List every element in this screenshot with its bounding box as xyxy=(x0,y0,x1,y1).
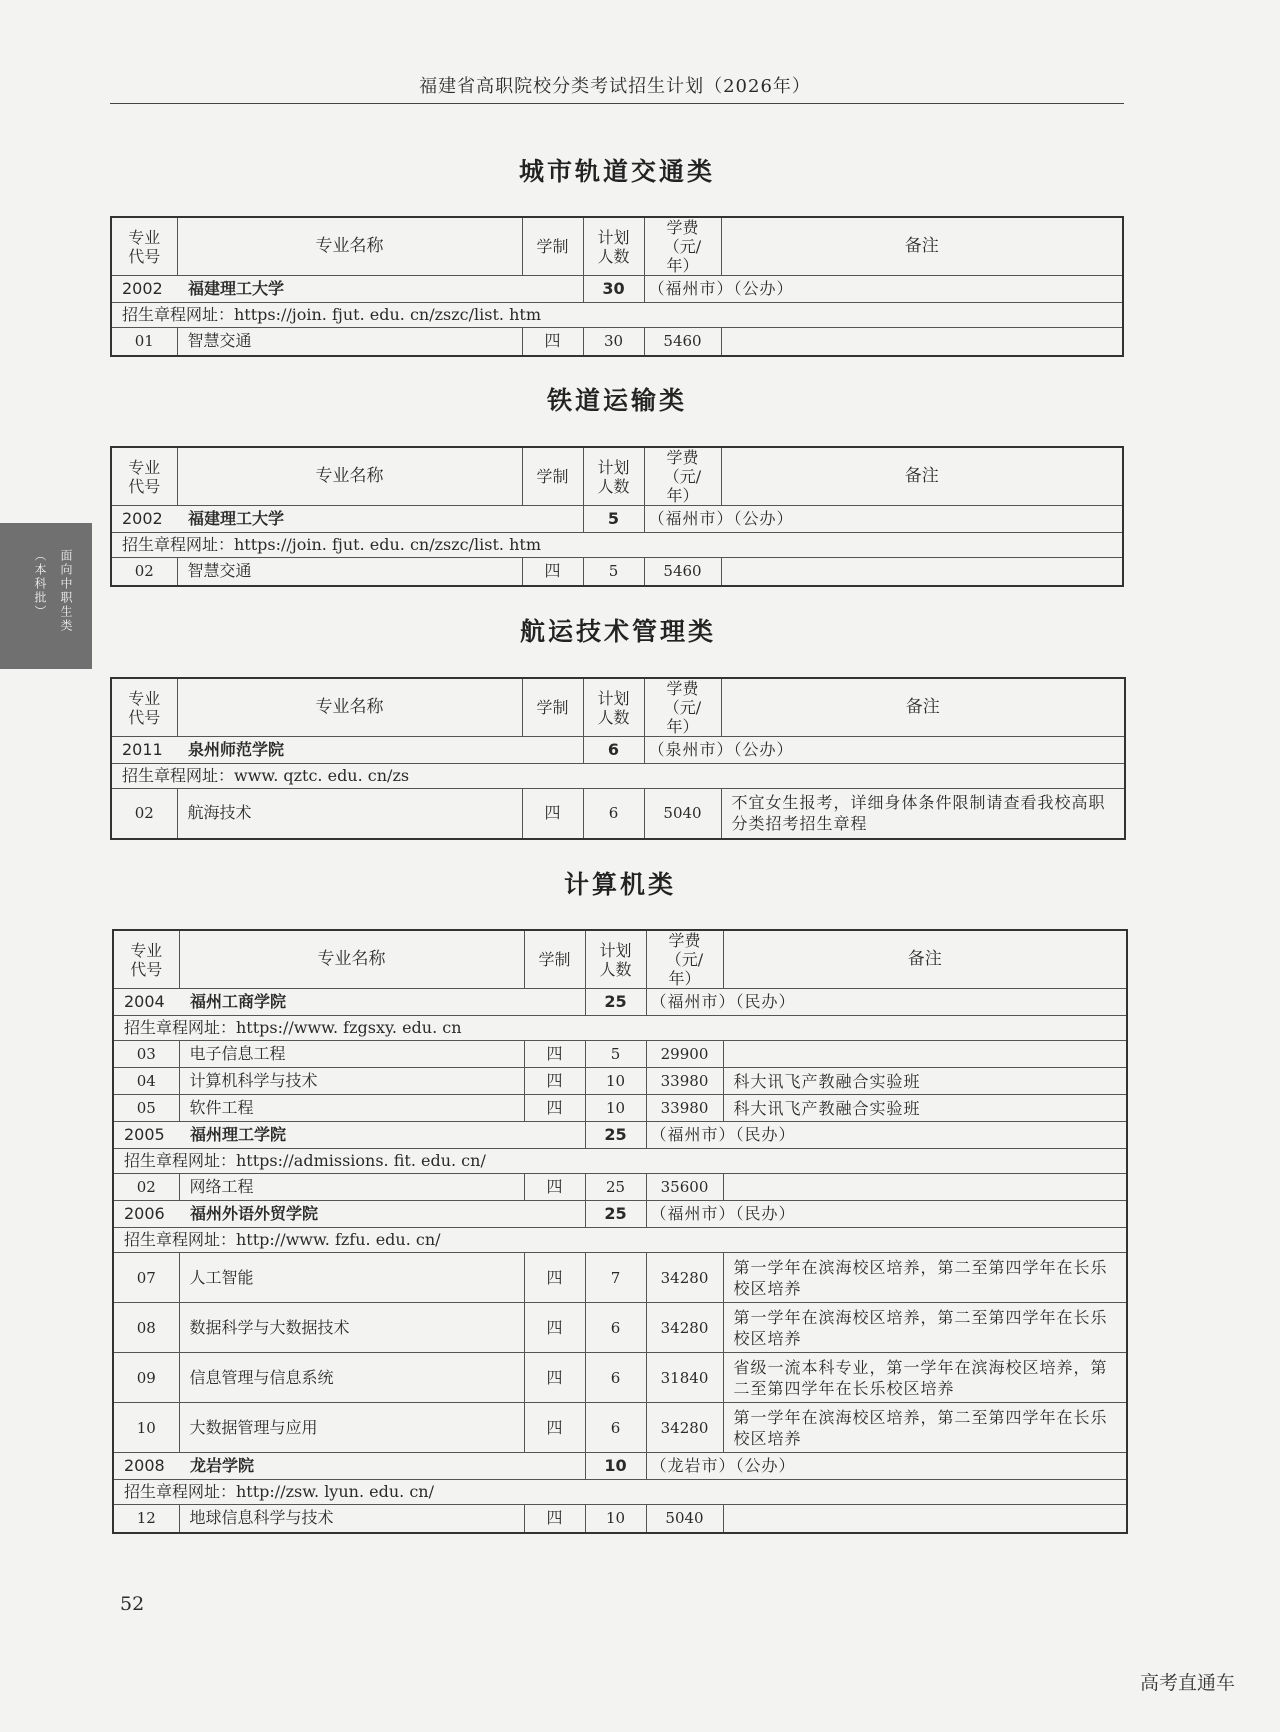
major-years: 四 xyxy=(524,1253,585,1303)
major-name: 电子信息工程 xyxy=(179,1041,524,1068)
school-info xyxy=(113,989,585,1016)
school-code: 2005 xyxy=(124,1125,165,1144)
school-row xyxy=(111,276,1123,303)
column-header-fee: 学费（元/年） xyxy=(644,447,721,506)
column-header-count: 计划人数 xyxy=(583,678,644,737)
major-name: 人工智能 xyxy=(179,1253,524,1303)
column-header-fee: 学费（元/年） xyxy=(644,678,721,737)
column-header-code: 专业代号 xyxy=(111,447,177,506)
section-title: 城市轨道交通类 xyxy=(518,157,715,186)
school-row xyxy=(113,1122,1127,1149)
school-code: 2011 xyxy=(122,740,163,759)
school-info xyxy=(113,1122,585,1149)
column-header-code: 专业代号 xyxy=(113,930,179,989)
major-name: 软件工程 xyxy=(179,1095,524,1122)
major-remark: 省级一流本科专业，第一学年在滨海校区培养，第二至第四学年在长乐校区培养 xyxy=(723,1353,1127,1403)
column-header-count: 计划人数 xyxy=(583,447,644,506)
column-header-years: 学制 xyxy=(524,930,585,989)
column-header-fee: 学费（元/年） xyxy=(644,217,721,276)
school-code: 2008 xyxy=(124,1456,165,1475)
school-location: （福州市）（民办） xyxy=(646,1201,1127,1228)
column-header-code: 专业代号 xyxy=(111,217,177,276)
school-url-row xyxy=(111,533,1123,558)
major-row xyxy=(111,789,1125,839)
major-code: 12 xyxy=(113,1505,179,1533)
school-plan-count: 10 xyxy=(585,1453,646,1480)
major-count: 6 xyxy=(585,1403,646,1453)
major-fee: 33980 xyxy=(646,1068,723,1095)
major-row xyxy=(113,1505,1127,1533)
major-years: 四 xyxy=(524,1174,585,1201)
school-location: （福州市）（公办） xyxy=(644,506,1123,533)
major-years: 四 xyxy=(524,1403,585,1453)
major-years: 四 xyxy=(524,1068,585,1095)
column-header-remark: 备注 xyxy=(721,217,1123,276)
major-remark xyxy=(723,1505,1127,1533)
page-number: 52 xyxy=(120,1593,145,1615)
major-code: 04 xyxy=(113,1068,179,1095)
major-name: 信息管理与信息系统 xyxy=(179,1353,524,1403)
column-header-name: 专业名称 xyxy=(177,447,522,506)
major-name: 智慧交通 xyxy=(177,328,522,356)
major-fee: 5040 xyxy=(646,1505,723,1533)
school-name: 龙岩学院 xyxy=(190,1456,255,1475)
major-remark xyxy=(723,1041,1127,1068)
major-code: 09 xyxy=(113,1353,179,1403)
column-header-name: 专业名称 xyxy=(177,217,522,276)
admission-url: 招生章程网址：http://www. fzfu. edu. cn/ xyxy=(113,1228,1127,1253)
school-plan-count: 6 xyxy=(583,737,644,764)
major-code: 05 xyxy=(113,1095,179,1122)
school-plan-count: 5 xyxy=(583,506,644,533)
major-fee: 5460 xyxy=(644,558,721,586)
major-remark: 科大讯飞产教融合实验班 xyxy=(723,1068,1127,1095)
school-code: 2004 xyxy=(124,992,165,1011)
school-code: 2006 xyxy=(124,1204,165,1223)
major-code: 03 xyxy=(113,1041,179,1068)
column-header-count: 计划人数 xyxy=(585,930,646,989)
major-count: 6 xyxy=(585,1353,646,1403)
school-name: 福建理工大学 xyxy=(188,279,285,298)
major-years: 四 xyxy=(524,1303,585,1353)
school-location: （龙岩市）（公办） xyxy=(646,1453,1127,1480)
school-name: 福州外语外贸学院 xyxy=(190,1204,319,1223)
major-code: 02 xyxy=(113,1174,179,1201)
school-code: 2002 xyxy=(122,509,163,528)
column-header-count: 计划人数 xyxy=(583,217,644,276)
school-location: （福州市）（公办） xyxy=(644,276,1123,303)
major-remark: 科大讯飞产教融合实验班 xyxy=(723,1095,1127,1122)
major-name: 大数据管理与应用 xyxy=(179,1403,524,1453)
major-count: 6 xyxy=(585,1303,646,1353)
school-location: （福州市）（民办） xyxy=(646,1122,1127,1149)
admission-url: 招生章程网址：http://zsw. lyun. edu. cn/ xyxy=(113,1480,1127,1505)
major-row xyxy=(111,328,1123,356)
header-rule xyxy=(110,103,1124,104)
column-header-remark: 备注 xyxy=(721,447,1123,506)
school-name: 泉州师范学院 xyxy=(188,740,285,759)
school-row xyxy=(113,1453,1127,1480)
column-header-years: 学制 xyxy=(522,217,583,276)
major-fee: 33980 xyxy=(646,1095,723,1122)
admission-url: 招生章程网址：www. qztc. edu. cn/zs xyxy=(111,764,1125,789)
school-name: 福州理工学院 xyxy=(190,1125,287,1144)
major-count: 5 xyxy=(585,1041,646,1068)
major-row xyxy=(113,1095,1127,1122)
school-info xyxy=(113,1453,585,1480)
column-header-remark: 备注 xyxy=(723,930,1127,989)
watermark: 高考直通车 xyxy=(1140,1672,1236,1694)
major-code: 01 xyxy=(111,328,177,356)
school-url-row xyxy=(113,1480,1127,1505)
side-tab xyxy=(0,523,92,669)
table-header-row xyxy=(111,678,1125,737)
school-name: 福州工商学院 xyxy=(190,992,287,1011)
school-url-row xyxy=(113,1228,1127,1253)
major-count: 30 xyxy=(583,328,644,356)
column-header-years: 学制 xyxy=(522,447,583,506)
major-code: 02 xyxy=(111,558,177,586)
column-header-code: 专业代号 xyxy=(111,678,177,737)
school-plan-count: 30 xyxy=(583,276,644,303)
school-url-row xyxy=(111,303,1123,328)
major-name: 智慧交通 xyxy=(177,558,522,586)
major-years: 四 xyxy=(522,328,583,356)
column-header-years: 学制 xyxy=(522,678,583,737)
admission-url: 招生章程网址：https://admissions. fit. edu. cn/ xyxy=(113,1149,1127,1174)
page-header: 福建省高职院校分类考试招生计划（2026年） xyxy=(419,76,811,97)
school-info xyxy=(111,737,583,764)
major-fee: 5460 xyxy=(644,328,721,356)
enrollment-table xyxy=(110,446,1124,587)
major-row xyxy=(113,1353,1127,1403)
school-location: （泉州市）（公办） xyxy=(644,737,1125,764)
school-plan-count: 25 xyxy=(585,989,646,1016)
major-remark xyxy=(721,558,1123,586)
major-name: 航海技术 xyxy=(177,789,522,839)
major-years: 四 xyxy=(524,1353,585,1403)
major-count: 25 xyxy=(585,1174,646,1201)
major-fee: 5040 xyxy=(644,789,721,839)
major-remark: 第一学年在滨海校区培养，第二至第四学年在长乐校区培养 xyxy=(723,1403,1127,1453)
major-fee: 34280 xyxy=(646,1303,723,1353)
major-row xyxy=(113,1253,1127,1303)
major-code: 07 xyxy=(113,1253,179,1303)
major-years: 四 xyxy=(522,789,583,839)
major-remark: 第一学年在滨海校区培养，第二至第四学年在长乐校区培养 xyxy=(723,1253,1127,1303)
major-count: 5 xyxy=(583,558,644,586)
major-row xyxy=(113,1303,1127,1353)
admission-url: 招生章程网址：https://join. fjut. edu. cn/zszc/list. htm xyxy=(111,303,1123,328)
side-tab-line2: （本科批） xyxy=(33,549,47,619)
major-years: 四 xyxy=(522,558,583,586)
major-fee: 34280 xyxy=(646,1253,723,1303)
school-row xyxy=(113,1201,1127,1228)
column-header-name: 专业名称 xyxy=(177,678,522,737)
major-count: 7 xyxy=(585,1253,646,1303)
major-name: 地球信息科学与技术 xyxy=(179,1505,524,1533)
major-row xyxy=(113,1174,1127,1201)
column-header-fee: 学费（元/年） xyxy=(646,930,723,989)
enrollment-table xyxy=(112,929,1128,1534)
major-fee: 29900 xyxy=(646,1041,723,1068)
major-years: 四 xyxy=(524,1041,585,1068)
admission-url: 招生章程网址：https://join. fjut. edu. cn/zszc/list. htm xyxy=(111,533,1123,558)
major-code: 10 xyxy=(113,1403,179,1453)
major-remark: 第一学年在滨海校区培养，第二至第四学年在长乐校区培养 xyxy=(723,1303,1127,1353)
school-url-row xyxy=(113,1016,1127,1041)
school-info xyxy=(113,1201,585,1228)
major-row xyxy=(113,1041,1127,1068)
school-url-row xyxy=(111,764,1125,789)
major-remark xyxy=(723,1174,1127,1201)
table-header-row xyxy=(111,217,1123,276)
major-fee: 35600 xyxy=(646,1174,723,1201)
enrollment-table xyxy=(110,216,1124,357)
major-count: 10 xyxy=(585,1505,646,1533)
major-name: 网络工程 xyxy=(179,1174,524,1201)
school-info xyxy=(111,276,583,303)
enrollment-table xyxy=(110,677,1126,840)
school-plan-count: 25 xyxy=(585,1201,646,1228)
major-remark xyxy=(721,328,1123,356)
major-row xyxy=(113,1068,1127,1095)
section-title: 铁道运输类 xyxy=(546,386,687,415)
side-tab-line1: 面向中职生类 xyxy=(59,549,73,633)
major-years: 四 xyxy=(524,1505,585,1533)
major-row xyxy=(111,558,1123,586)
major-fee: 34280 xyxy=(646,1403,723,1453)
section-title: 计算机类 xyxy=(563,870,676,899)
column-header-name: 专业名称 xyxy=(179,930,524,989)
major-count: 10 xyxy=(585,1095,646,1122)
section-title: 航运技术管理类 xyxy=(519,617,716,646)
major-remark: 不宜女生报考，详细身体条件限制请查看我校高职分类招考招生章程 xyxy=(721,789,1125,839)
major-years: 四 xyxy=(524,1095,585,1122)
school-row xyxy=(111,506,1123,533)
major-count: 6 xyxy=(583,789,644,839)
school-code: 2002 xyxy=(122,279,163,298)
school-location: （福州市）（民办） xyxy=(646,989,1127,1016)
school-row xyxy=(111,737,1125,764)
table-header-row xyxy=(113,930,1127,989)
school-info xyxy=(111,506,583,533)
school-name: 福建理工大学 xyxy=(188,509,285,528)
major-count: 10 xyxy=(585,1068,646,1095)
column-header-remark: 备注 xyxy=(721,678,1125,737)
major-row xyxy=(113,1403,1127,1453)
school-row xyxy=(113,989,1127,1016)
major-name: 数据科学与大数据技术 xyxy=(179,1303,524,1353)
major-code: 02 xyxy=(111,789,177,839)
major-fee: 31840 xyxy=(646,1353,723,1403)
admission-url: 招生章程网址：https://www. fzgsxy. edu. cn xyxy=(113,1016,1127,1041)
table-header-row xyxy=(111,447,1123,506)
major-name: 计算机科学与技术 xyxy=(179,1068,524,1095)
school-plan-count: 25 xyxy=(585,1122,646,1149)
major-code: 08 xyxy=(113,1303,179,1353)
school-url-row xyxy=(113,1149,1127,1174)
